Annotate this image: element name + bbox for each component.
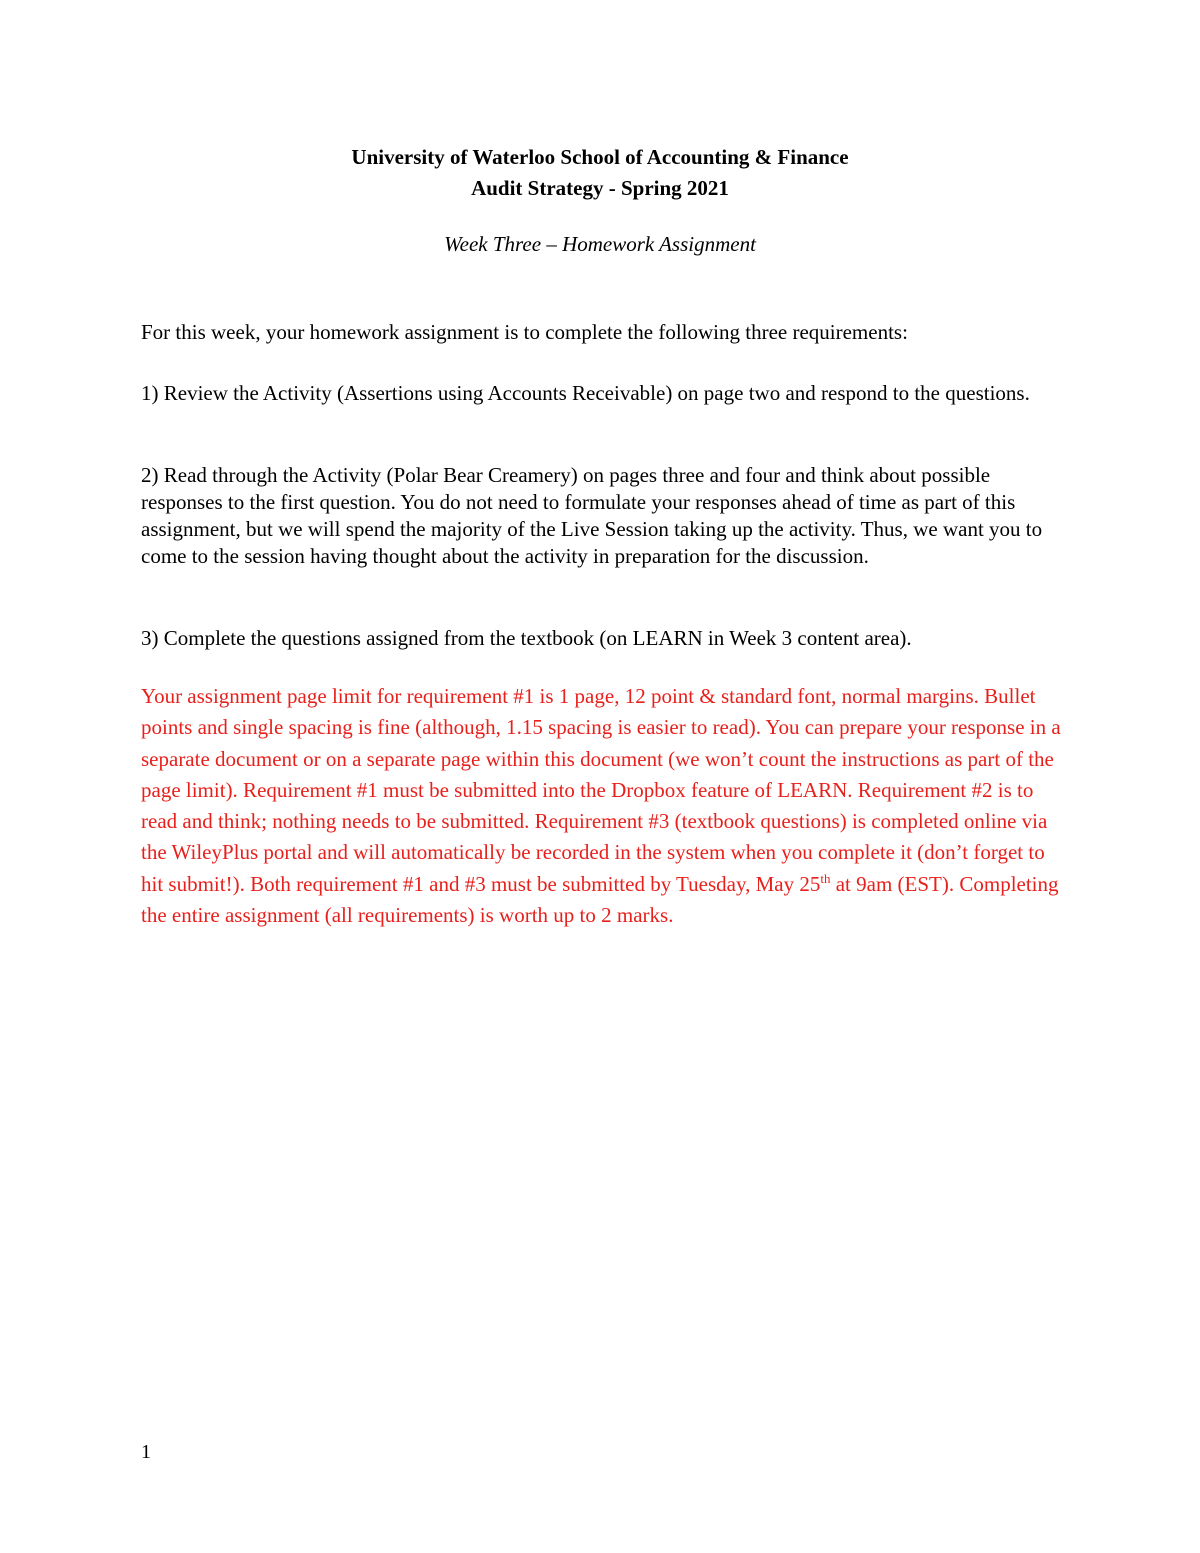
intro-paragraph: For this week, your homework assignment is to complete the following three requirements: — [141, 320, 908, 344]
ordinal-suffix: th — [820, 870, 831, 886]
header-course: Audit Strategy - Spring 2021 — [471, 176, 729, 200]
requirement-2: 2) Read through the Activity (Polar Bear Creamery) on pages three and four and think about possible responses to the first question. You do not need to formulate your responses ahead of time as part of this assignment, but we will spend the majority of the Live Session taking up the activity. Thus, we want you to come to the session having thought about the activity in preparation for the discussion. — [141, 463, 1043, 568]
assignment-subtitle: Week Three – Homework Assignment — [444, 232, 756, 256]
instructions-note-text: Your assignment page limit for requirement #1 is 1 page, 12 point & standard font, normal margins. Bullet points and single spacing is fine (although, 1.15 spacing is easier to read). You can prepare your response in a separate document or on a separate page within this document (we won’t count the instructions as part of the page limit). Requirement #1 must be submitted into the Dropbox feature of LEARN. Requirement #2 is to read and think; nothing needs to be submitted. Requirement #3 (textbook questions) is completed online via the WileyPlus portal and will automatically be recorded in the system when you complete it (don’t forget to hit submit!). Both requirement #1 and #3 must be submitted by Tuesday, May 25 — [141, 684, 1061, 896]
instructions-note-text-end: at 9am (EST). Completing the entire assignment (all requirements) is worth up to 2 marks. — [141, 871, 1059, 928]
page-number: 1 — [141, 1441, 151, 1463]
header-institution: University of Waterloo School of Accounting & Finance — [351, 145, 849, 169]
instructions-note — [141, 681, 1071, 931]
requirement-1: 1) Review the Activity (Assertions using Accounts Receivable) on page two and respond to the questions. — [141, 381, 1030, 405]
requirement-3: 3) Complete the questions assigned from the textbook (on LEARN in Week 3 content area). — [141, 626, 912, 650]
